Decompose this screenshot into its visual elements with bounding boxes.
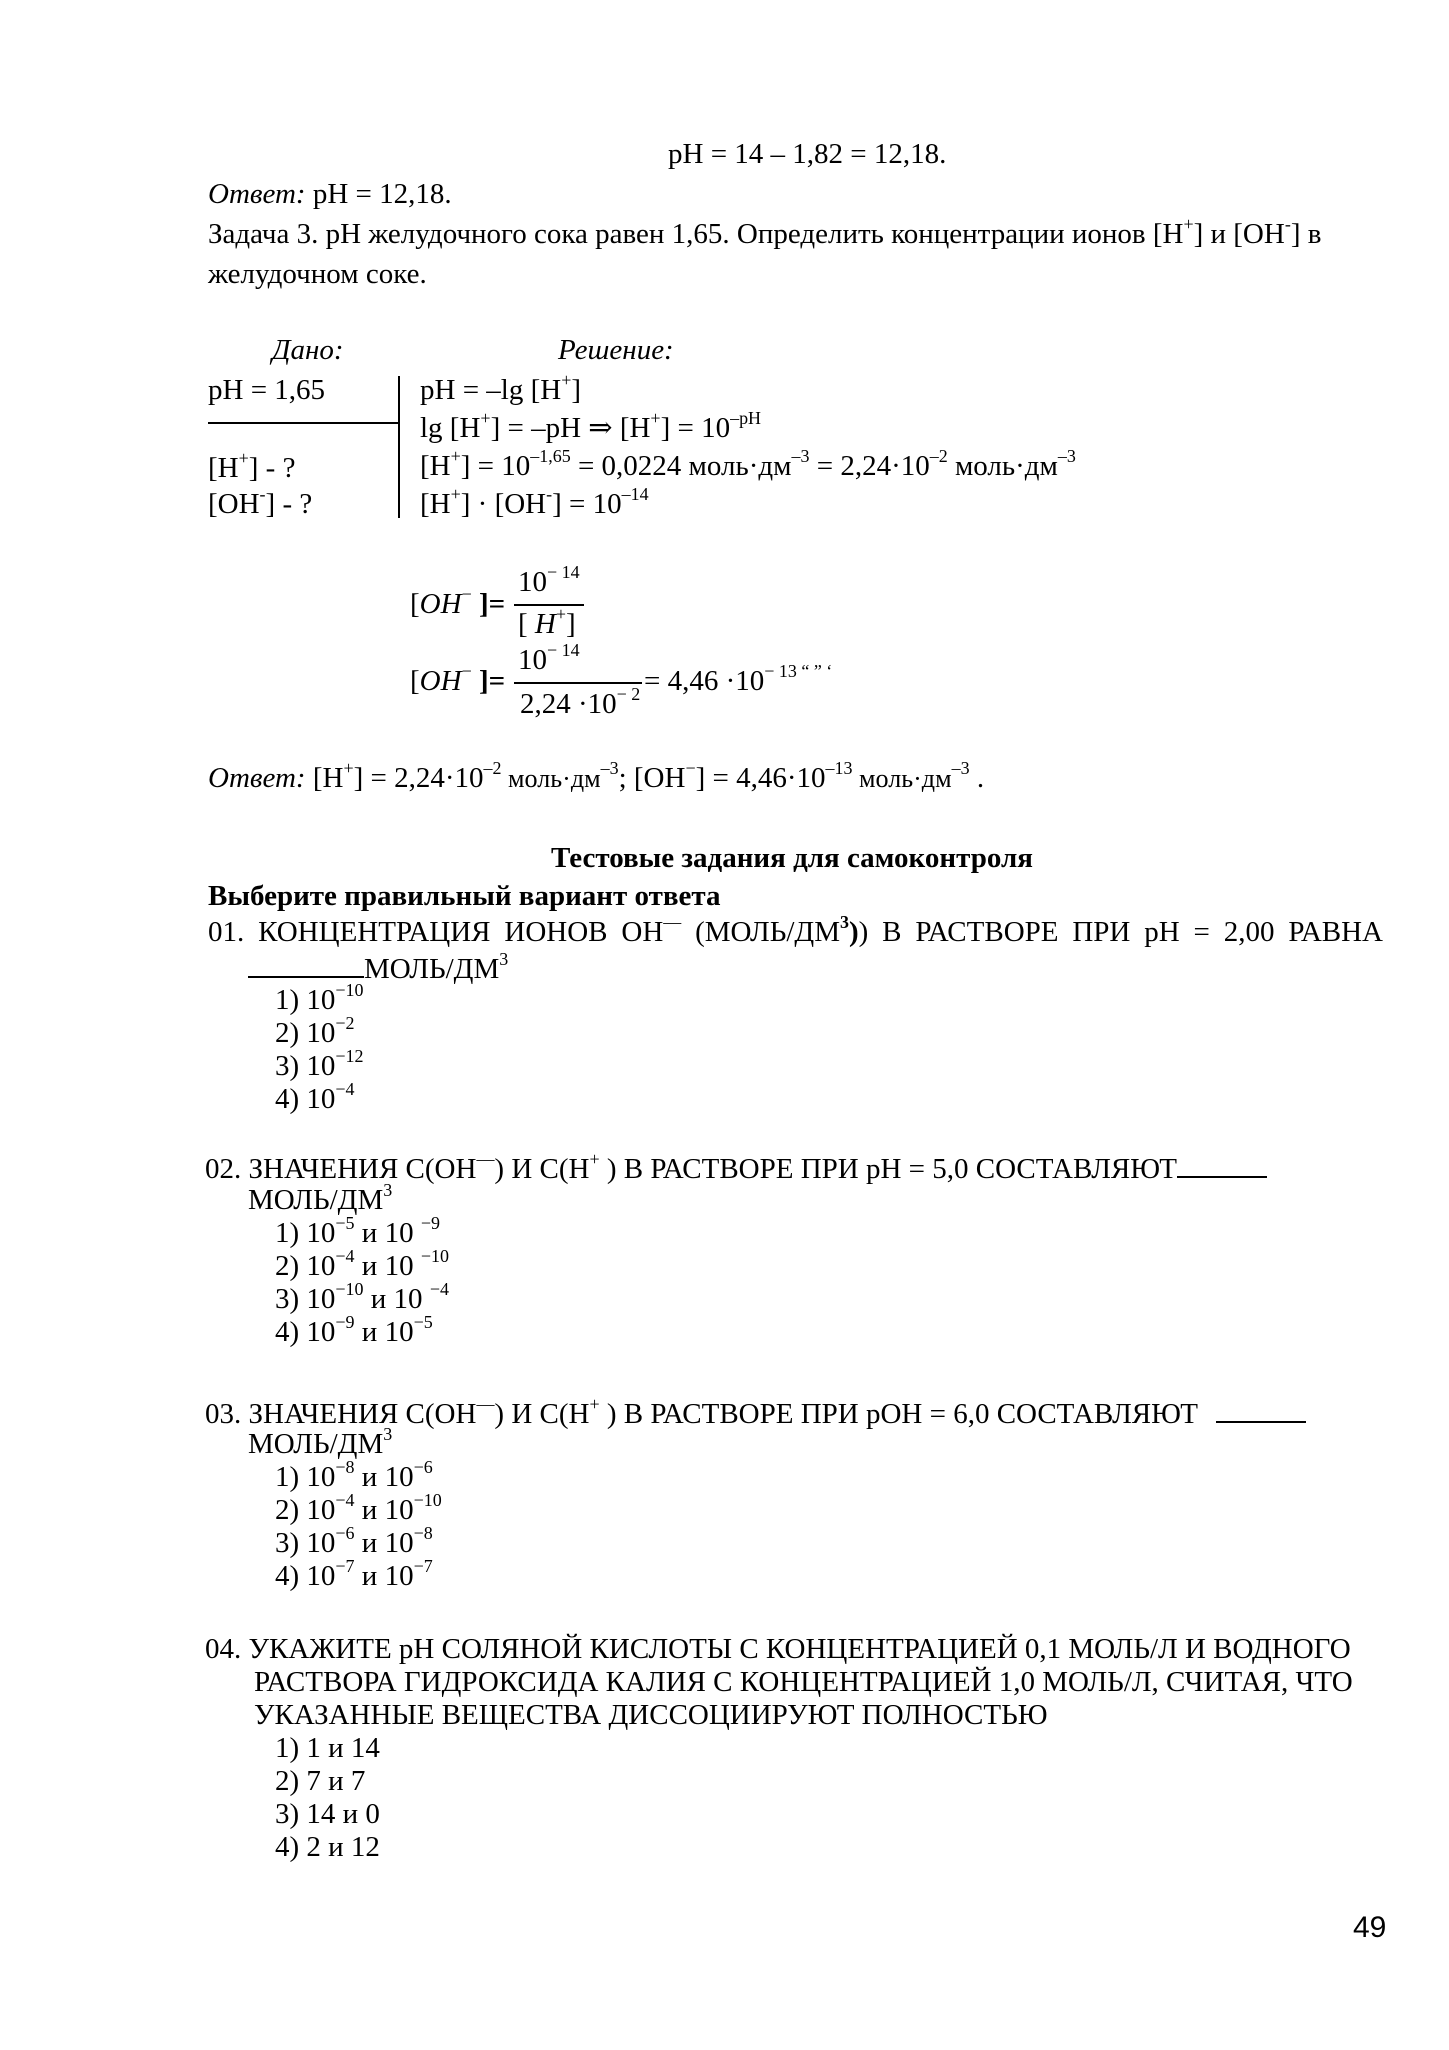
text: ; [OH [618, 762, 686, 794]
text: pH = –lg [H [420, 374, 562, 406]
text: lg [H [420, 412, 481, 444]
sup: 3 [383, 1424, 393, 1445]
answer-blank [1177, 1150, 1267, 1178]
text: МОЛЬ/ДМ [248, 1184, 384, 1216]
text: 10 [518, 644, 547, 676]
given-question-oh [208, 484, 313, 521]
text: моль·дм [501, 764, 601, 793]
text: OH [419, 588, 462, 620]
text: ] = 10 [552, 488, 622, 520]
previous-answer [208, 178, 452, 211]
solution-header: Решение: [558, 334, 674, 366]
sup: −5 [413, 1312, 433, 1333]
text: ) В РАСТВОРЕ ПРИ pH = 5,0 СОСТАВЛЯЮТ [599, 1153, 1178, 1185]
text: и 10 [363, 1283, 430, 1315]
sup: + [343, 758, 354, 779]
solution-line-4 [420, 484, 649, 521]
text: 1) 10 [275, 1461, 336, 1493]
sup: - [259, 484, 266, 505]
text: 2) 10 [275, 1017, 336, 1049]
q2-option [275, 1312, 433, 1349]
text: и 10 [354, 1527, 414, 1559]
text: ] = –pH ⇒ [H [490, 412, 651, 444]
sup: −8 [413, 1523, 433, 1544]
sup: –2 [483, 758, 502, 779]
text: и 10 [354, 1316, 414, 1348]
sup: — [476, 1149, 495, 1170]
sup: −9 [420, 1213, 440, 1234]
text: ) И C(H [494, 1398, 590, 1430]
sup: − 13 “ ” ‘ [764, 661, 833, 682]
formula1-fraction-bar [514, 604, 584, 606]
given-ph: pH = 1,65 [208, 374, 326, 406]
tests-subtitle: Выберите правильный вариант ответа [208, 880, 721, 912]
page-number: 49 [1353, 1911, 1387, 1944]
given-divider [208, 422, 398, 424]
text: = 4,46 ·10 [644, 665, 765, 697]
question-03-line2 [248, 1424, 393, 1461]
text: ) В РАСТВОРЕ ПРИ pOH = 6,0 СОСТАВЛЯЮТ [599, 1398, 1198, 1430]
formula1-lhs [410, 584, 506, 621]
sup: - [546, 484, 553, 505]
sup: –13 [825, 758, 853, 779]
q1-option [275, 1079, 355, 1116]
sup: + [555, 604, 567, 625]
text: моль·дм [852, 764, 952, 793]
sup: –3 [600, 758, 619, 779]
text: 01. КОНЦЕНТРАЦИЯ ИОНОВ ОН [208, 916, 664, 948]
text: 10 [518, 566, 547, 598]
text: моль·дм [947, 450, 1058, 482]
text: ] [571, 374, 582, 406]
sup: −2 [335, 1013, 355, 1034]
sup: –1,65 [530, 446, 571, 467]
sup: — [476, 1394, 495, 1415]
text: ] · [OH [460, 488, 547, 520]
text: ] = 10 [460, 450, 531, 482]
given-header: Дано: [272, 334, 344, 366]
text: [H [420, 450, 451, 482]
text: H [534, 608, 556, 640]
sup: –2 [929, 446, 948, 467]
text: (МОЛЬ/ДМ [681, 916, 840, 948]
task3-text: ] в [1290, 218, 1322, 250]
sup: + [480, 408, 491, 429]
sup: + [238, 448, 249, 469]
text: . [969, 762, 985, 794]
sup: + [450, 484, 461, 505]
solution-line-1 [420, 370, 582, 407]
sup: + [561, 370, 572, 391]
sup: − 2 [616, 684, 641, 705]
top-equation: pH = 14 – 1,82 = 12,18. [668, 138, 947, 170]
task3-text: ] и [OH [1193, 218, 1285, 250]
answer-label: Ответ: [208, 178, 306, 210]
text: ] - ? [248, 452, 296, 484]
text: [ [410, 665, 420, 697]
sup: −9 [335, 1312, 355, 1333]
sup: + [450, 446, 461, 467]
sup: −6 [335, 1523, 355, 1544]
sup: − 14 [547, 640, 580, 661]
sup: − [685, 758, 696, 779]
text: ] - ? [265, 488, 313, 520]
solution-line-3 [420, 446, 1076, 483]
sup: — [663, 912, 682, 933]
answer-blank [1216, 1395, 1306, 1423]
sup: −10 [335, 1279, 364, 1300]
tests-title: Тестовые задания для самоконтроля [551, 842, 1033, 874]
sup: + [589, 1149, 600, 1170]
q4-option: 3) 14 и 0 [275, 1798, 380, 1830]
text: 4) 10 [275, 1083, 336, 1115]
text: и 10 [354, 1250, 421, 1282]
formula2-denominator [520, 684, 641, 721]
formula2-result [644, 661, 833, 698]
text: ] = 10 [660, 412, 731, 444]
text: 2) 10 [275, 1494, 336, 1526]
task3-answer [208, 758, 985, 795]
question-04-line2: РАСТВОРА ГИДРОКСИДА КАЛИЯ С КОНЦЕНТРАЦИЕЙ 1,0 МОЛЬ/Л, СЧИТАЯ, ЧТО [254, 1666, 1353, 1698]
sup: –14 [621, 484, 649, 505]
answer-label: Ответ: [208, 762, 306, 794]
text: [H [208, 452, 239, 484]
sup: − [461, 584, 472, 605]
text: ] = 4,46·10 [695, 762, 826, 794]
sup: - [1284, 214, 1291, 235]
question-02 [205, 1150, 1267, 1186]
text: 3) 10 [275, 1283, 336, 1315]
text: и 10 [354, 1461, 414, 1493]
sup: + [589, 1394, 600, 1415]
q4-option: 1) 1 и 14 [275, 1732, 380, 1764]
task3-statement-line2: желудочном соке. [208, 258, 427, 290]
text: [H [305, 762, 344, 794]
formula2-lhs [410, 661, 506, 698]
text: 2,24 ·10 [520, 688, 617, 720]
sup: −5 [335, 1213, 355, 1234]
sup: − [461, 661, 472, 682]
sup: −4 [335, 1079, 355, 1100]
question-01: 01. КОНЦЕНТРАЦИЯ ИОНОВ ОН— $(МОЛЬ/ДМ^3)$) В РАСТВОРЕ ПРИ pH = 2,00 РАВНА [208, 912, 1383, 948]
sup: −4 [429, 1279, 449, 1300]
text: и 10 [354, 1494, 414, 1526]
formula2-numerator [518, 640, 580, 677]
task3-statement-line1 [208, 214, 1322, 251]
sup: −10 [420, 1246, 449, 1267]
text: [OH [208, 488, 260, 520]
text: = 0,0224 моль·дм [570, 450, 792, 482]
text: ) И C(H [494, 1153, 590, 1185]
sup: 3 [499, 949, 509, 970]
question-01-line2 [248, 950, 508, 986]
text: 1) 10 [275, 1217, 336, 1249]
sup: 3 [840, 912, 849, 933]
sup: −4 [335, 1246, 355, 1267]
text: МОЛЬ/ДМ [248, 1428, 384, 1460]
text: ] = 2,24·10 [353, 762, 484, 794]
sup: + [650, 408, 661, 429]
task3-text: Задача 3. pH желудочного сока равен 1,65. Определить концентрации ионов [H [208, 218, 1184, 250]
answer-blank [248, 950, 364, 978]
text: 3) 10 [275, 1050, 336, 1082]
formula1-numerator [518, 562, 580, 599]
text: 02. ЗНАЧЕНИЯ C(OH [205, 1153, 477, 1185]
q2-option [275, 1213, 440, 1250]
sup: 3 [383, 1180, 393, 1201]
formula1-denominator [518, 604, 576, 641]
sup: –3 [791, 446, 810, 467]
q4-option: 2) 7 и 7 [275, 1765, 366, 1797]
text: ) В РАСТВОРЕ ПРИ pH = 2,00 РАВНА [858, 916, 1383, 948]
text: 4) 10 [275, 1560, 336, 1592]
text: и 10 [354, 1560, 414, 1592]
sup: + [1183, 214, 1194, 235]
solution-line-2 [420, 408, 762, 445]
answer-text: pH = 12,18. [305, 178, 452, 210]
text: 4) 10 [275, 1316, 336, 1348]
sup: −7 [413, 1556, 433, 1577]
question-04-line1: 04. УКАЖИТЕ pH СОЛЯНОЙ КИСЛОТЫ С КОНЦЕНТРАЦИЕЙ 0,1 МОЛЬ/Л И ВОДНОГО [205, 1633, 1351, 1665]
sup: −4 [335, 1490, 355, 1511]
sup: –3 [951, 758, 970, 779]
given-question-h [208, 448, 296, 485]
sup: −10 [335, 980, 364, 1001]
text: ]= [471, 588, 506, 620]
text: 3) 10 [275, 1527, 336, 1559]
q4-option: 4) 2 и 12 [275, 1831, 380, 1863]
text: [ [518, 608, 535, 640]
given-vertical-rule [398, 376, 400, 518]
question-03 [205, 1395, 1306, 1431]
text: [H [420, 488, 451, 520]
sup: −8 [335, 1457, 355, 1478]
text: [ [410, 588, 420, 620]
sup: −10 [413, 1490, 442, 1511]
text: ]= [471, 665, 506, 697]
sup: −6 [413, 1457, 433, 1478]
text: МОЛЬ/ДМ [364, 953, 500, 985]
text: ] [566, 608, 576, 640]
sup: − 14 [547, 562, 580, 583]
question-04-line3: УКАЗАННЫЕ ВЕЩЕСТВА ДИССОЦИИРУЮТ ПОЛНОСТЬЮ [254, 1699, 1048, 1731]
text: и 10 [354, 1217, 421, 1249]
text: = 2,24·10 [809, 450, 930, 482]
text: OH [419, 665, 462, 697]
sup: –3 [1057, 446, 1076, 467]
sup: −7 [335, 1556, 355, 1577]
question-02-line2 [248, 1180, 393, 1217]
sup: −12 [335, 1046, 364, 1067]
text: 2) 10 [275, 1250, 336, 1282]
text: 1) 10 [275, 984, 336, 1016]
sup: –pH [730, 408, 762, 429]
text: 03. ЗНАЧЕНИЯ C(OH [205, 1398, 477, 1430]
q3-option [275, 1556, 433, 1593]
